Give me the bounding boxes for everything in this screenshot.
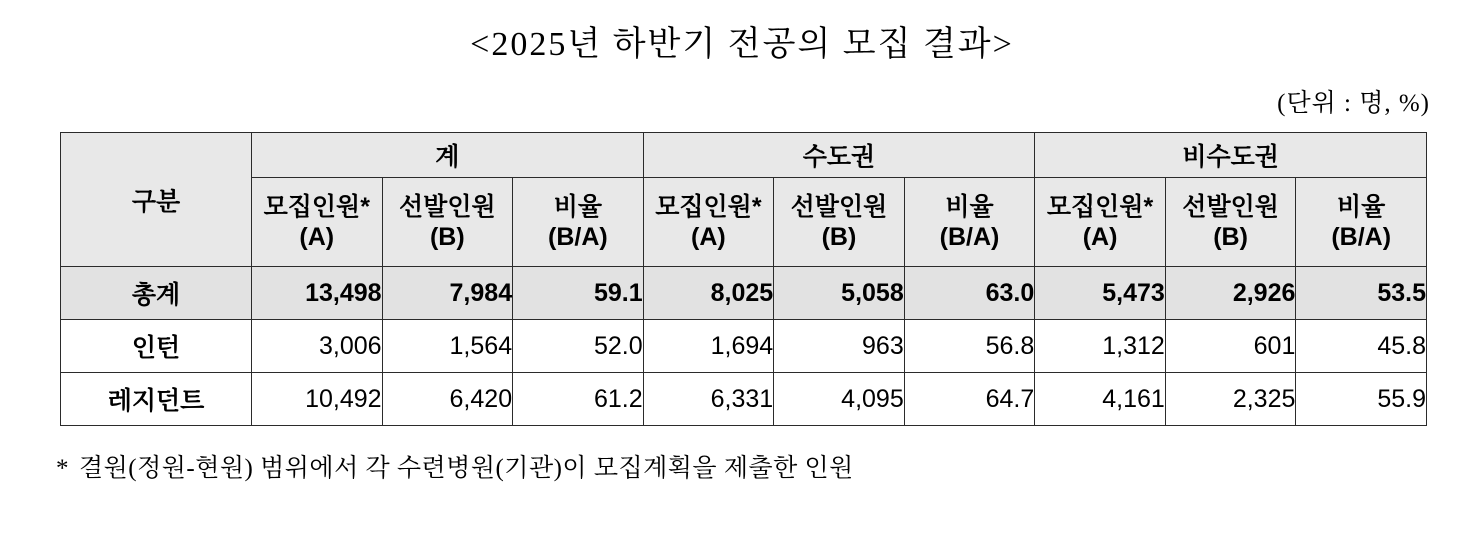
header-sub-3 xyxy=(643,178,774,267)
header-sub-8-line2: (B/A) xyxy=(1331,223,1392,251)
cell-resident-3: 6,331 xyxy=(643,373,774,426)
cell-total-5: 63.0 xyxy=(904,267,1035,320)
header-sub-2 xyxy=(513,178,644,267)
cell-total-6: 5,473 xyxy=(1035,267,1166,320)
header-sub-5-line1: 비율 xyxy=(945,192,994,221)
table-row xyxy=(61,373,1427,426)
header-group-total: 계 xyxy=(252,133,644,178)
cell-total-3: 8,025 xyxy=(643,267,774,320)
table-container xyxy=(0,119,1484,426)
header-sub-6-line2: (A) xyxy=(1082,223,1118,251)
header-sub-2-line1: 비율 xyxy=(553,192,603,221)
cell-intern-6: 1,312 xyxy=(1035,320,1166,373)
row-label-total: 총계 xyxy=(61,267,252,320)
cell-intern-7: 601 xyxy=(1165,320,1296,373)
header-row-groups xyxy=(61,133,1427,178)
header-group-capital: 수도권 xyxy=(643,133,1035,178)
footnote-text: 결원(정원-현원) 범위에서 각 수련병원(기관)이 모집계획을 제출한 인원 xyxy=(79,455,854,482)
header-sub-1-line2: (B) xyxy=(429,223,465,251)
cell-total-7: 2,926 xyxy=(1165,267,1296,320)
cell-resident-4: 4,095 xyxy=(774,373,905,426)
table-head xyxy=(61,133,1427,267)
header-sub-4 xyxy=(774,178,905,267)
footnote-marker: * xyxy=(56,455,69,482)
header-sub-4-line1: 선발인원 xyxy=(790,192,888,221)
header-sub-0-line2: (A) xyxy=(299,223,335,251)
table-body xyxy=(61,267,1427,426)
cell-total-0: 13,498 xyxy=(252,267,383,320)
cell-resident-5: 64.7 xyxy=(904,373,1035,426)
cell-resident-0: 10,492 xyxy=(252,373,383,426)
header-sub-3-line2: (A) xyxy=(691,223,726,251)
header-sub-2-line2: (B/A) xyxy=(548,223,608,251)
cell-resident-2: 61.2 xyxy=(513,373,644,426)
row-label-resident: 레지던트 xyxy=(61,373,252,426)
header-sub-7-line2: (B) xyxy=(1213,223,1248,251)
cell-total-1: 7,984 xyxy=(382,267,513,320)
cell-total-2: 59.1 xyxy=(513,267,644,320)
cell-intern-8: 45.8 xyxy=(1296,320,1427,373)
cell-resident-8: 55.9 xyxy=(1296,373,1427,426)
cell-intern-3: 1,694 xyxy=(643,320,774,373)
header-gubun: 구분 xyxy=(61,133,252,267)
cell-intern-4: 963 xyxy=(774,320,905,373)
cell-total-8: 53.5 xyxy=(1296,267,1427,320)
cell-resident-6: 4,161 xyxy=(1035,373,1166,426)
row-label-intern: 인턴 xyxy=(61,320,252,373)
footnote xyxy=(0,426,1484,484)
cell-total-4: 5,058 xyxy=(774,267,905,320)
cell-intern-0: 3,006 xyxy=(252,320,383,373)
header-sub-6-line1: 모집인원* xyxy=(1046,192,1154,221)
header-sub-7 xyxy=(1165,178,1296,267)
header-sub-6 xyxy=(1035,178,1166,267)
cell-resident-7: 2,325 xyxy=(1165,373,1296,426)
header-group-noncapital: 비수도권 xyxy=(1035,133,1427,178)
page-title: <2025년 하반기 전공의 모집 결과> xyxy=(470,26,1014,63)
header-sub-8-line1: 비율 xyxy=(1337,192,1386,221)
header-sub-5-line2: (B/A) xyxy=(939,223,1000,251)
header-row-subs xyxy=(61,178,1427,267)
cell-intern-1: 1,564 xyxy=(382,320,513,373)
table-row xyxy=(61,267,1427,320)
recruitment-results-table xyxy=(60,132,1427,426)
header-sub-7-line1: 선발인원 xyxy=(1182,192,1279,221)
table-row xyxy=(61,320,1427,373)
cell-intern-5: 56.8 xyxy=(904,320,1035,373)
cell-intern-2: 52.0 xyxy=(513,320,644,373)
header-sub-0 xyxy=(252,178,383,267)
cell-resident-1: 6,420 xyxy=(382,373,513,426)
header-sub-3-line1: 모집인원* xyxy=(655,192,762,221)
unit-note: (단위 : 명, %) xyxy=(1277,90,1430,117)
header-sub-5 xyxy=(904,178,1035,267)
header-sub-1 xyxy=(382,178,513,267)
header-sub-1-line1: 선발인원 xyxy=(399,192,496,221)
header-sub-4-line2: (B) xyxy=(821,223,857,251)
header-sub-0-line1: 모집인원* xyxy=(263,192,370,221)
header-sub-8 xyxy=(1296,178,1427,267)
